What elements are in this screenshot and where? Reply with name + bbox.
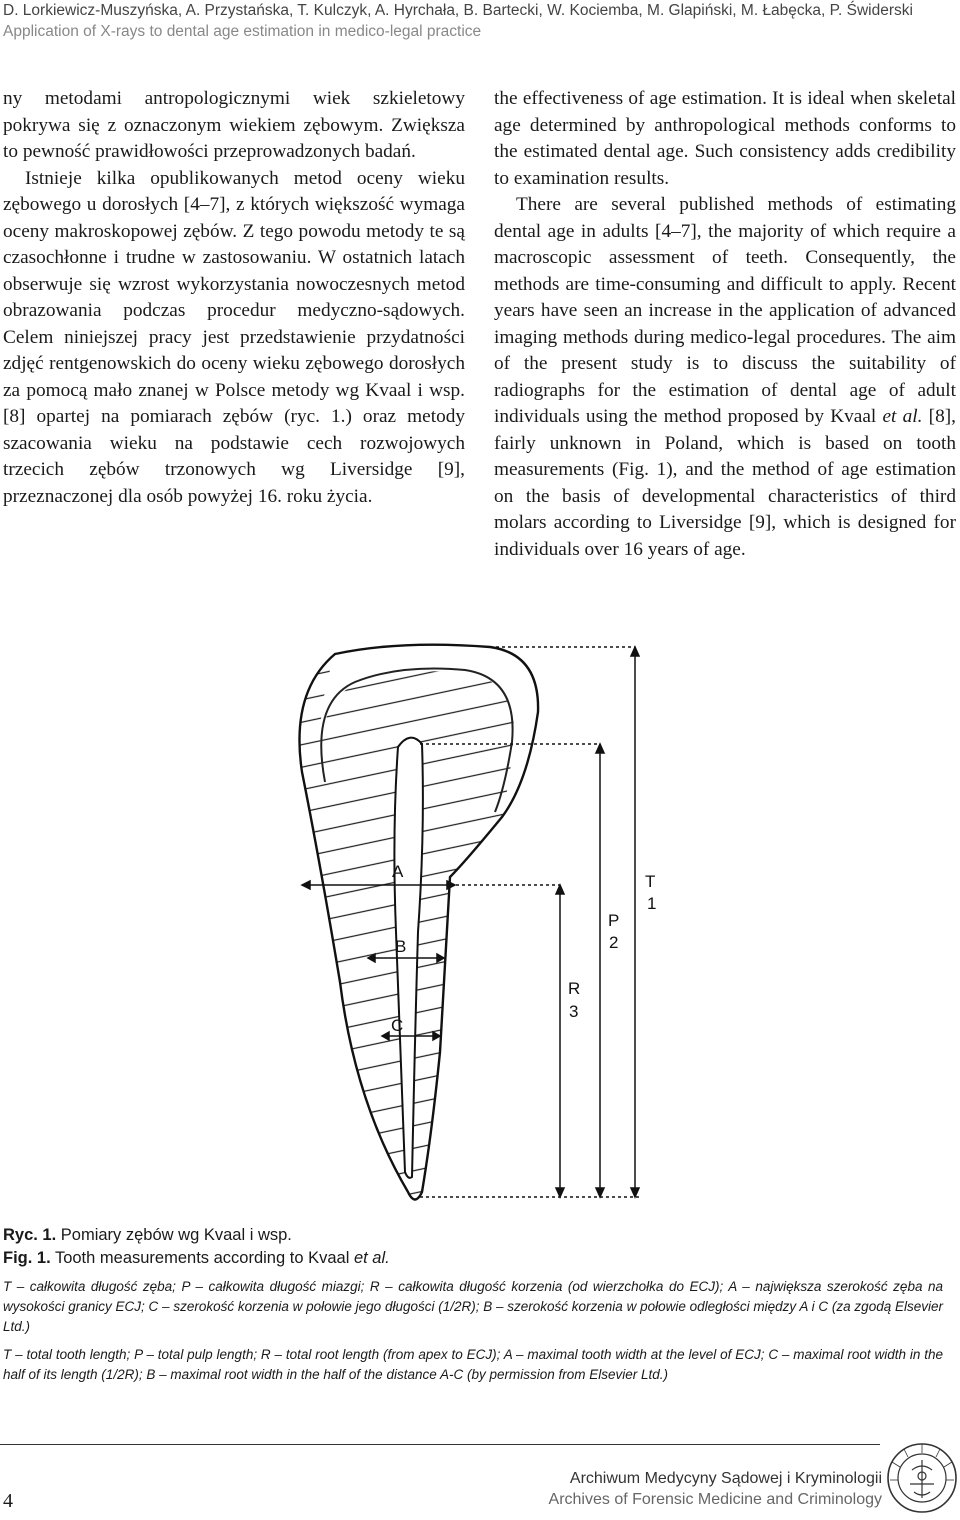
society-seal-logo: [886, 1440, 958, 1516]
caption-english-etal: et al.: [353, 1249, 390, 1267]
label-C: C: [391, 1016, 404, 1035]
footer-rule: [0, 1444, 880, 1445]
dentine-hatching: [250, 632, 710, 1207]
label-T: T: [645, 872, 656, 891]
header-title: Application of X-rays to dental age estimation in medico-legal practice: [3, 23, 482, 40]
right-paragraph-2-text-a: There are several published methods of estimating dental age in adults [4–7], the majority of which require a macroscopic assessment of teeth. Consequently, the methods are time-consuming and difficult to apply. Recent years have seen an increase in the application of advanced imaging methods during medico-legal procedures. The aim of the present study is to discuss the suitability of radiographs for the estimation of dental age of adult individuals using the method proposed by Kvaal: [494, 194, 956, 427]
legend-polish: T – całkowita długość zęba; P – całkowita długość miazgi; R – całkowita długość korzenia (od wierzchołka do ECJ); A – największa szerokość zęba na wysokości granicy ECJ; C – szerokość korzenia w połowie jego długości (1/2R); B – szerokość korzenia w połowie odległości między A i C (za zgodą Elsevier Ltd.): [3, 1279, 943, 1334]
caption-english-text: Tooth measurements according to Kvaal: [50, 1249, 354, 1267]
right-paragraph-1: the effectiveness of age estimation. It is ideal when skeletal age determined by anthropological methods conforms to the estimated dental age. Such consistency adds credibility to examination results.: [494, 88, 956, 189]
left-column-polish: [3, 86, 465, 510]
running-header: [3, 0, 953, 42]
figure-caption: [3, 1224, 953, 1270]
caption-english-prefix: Fig. 1.: [3, 1249, 51, 1267]
header-authors: D. Lorkiewicz-Muszyńska, A. Przystańska, T. Kulczyk, A. Hyrchała, B. Bartecki, W. Kociemba, M. Glapiński, M. Łabęcka, P. Świderski: [3, 2, 913, 19]
page-number: 4: [3, 1490, 13, 1512]
caption-polish-text: Pomiary zębów wg Kvaal i wsp.: [56, 1226, 292, 1244]
journal-name: [549, 1468, 882, 1510]
caption-polish-prefix: Ryc. 1.: [3, 1226, 57, 1244]
legend-english: T – total tooth length; P – total pulp length; R – total root length (from apex to ECJ); A – maximal tooth width at the level of ECJ; C – maximal root width in the half of its length (1/2R); B – maximal root width in the half of the distance A-C (by permission from Elsevier Ltd.): [3, 1347, 943, 1382]
caption-english: [3, 1247, 953, 1270]
caption-polish: [3, 1224, 953, 1247]
right-paragraph-2-text-b: [8], fairly unknown in Poland, which is based on tooth measurements (Fig. 1), and the method of age estimation on the basis of developmental characteristics of third molars according to Liversidge [9], which is designed for individuals over 16 years of age.: [494, 406, 956, 560]
tooth-measurement-figure: [250, 632, 710, 1207]
left-paragraph-2: Istnieje kilka opublikowanych metod oceny wieku zębowego u dorosłych [4–7], z których większość wymaga oceny makroskopowej zębów. Z tego powodu metody te są czasochłonne i trudne w zastosowaniu. W ostatnich latach obserwuje się wzrost wykorzystania nowoczesnych metod obrazowania podczas procedur medyczno-sądowych. Celem niniejszej pracy jest przedstawienie przydatności zdjęć rentgenowskich do oceny wieku zębowego dorosłych za pomocą mało znanej w Polsce metody wg Kvaal i wsp. [8] opartej na pomiarach zębów (ryc. 1.) oraz metody szacowania wieku na podstawie cech rozwojowych trzecich zębów trzonowych wg Liversidge [9], przeznaczonej dla osób powyżej 16. roku życia.: [3, 167, 465, 507]
left-paragraph-1: ny metodami antropologicznymi wiek szkieletowy pokrywa się z oznaczonym wiekiem zębowym. Zwiększa to pewność prawidłowości przeprowadzonych badań.: [3, 88, 465, 162]
label-R: R: [568, 979, 581, 998]
label-P-subscript: 2: [609, 933, 619, 952]
label-P: P: [608, 911, 620, 930]
right-paragraph-2: [494, 192, 956, 563]
journal-name-polish: Archiwum Medycyny Sądowej i Kryminologii: [569, 1470, 882, 1487]
label-R-subscript: 3: [569, 1002, 579, 1021]
right-column-english: [494, 86, 956, 563]
journal-name-english: Archives of Forensic Medicine and Criminology: [548, 1491, 882, 1508]
right-paragraph-2-etal: et al.: [882, 406, 923, 427]
label-A: A: [392, 862, 404, 881]
label-T-subscript: 1: [647, 894, 657, 913]
label-B: B: [395, 937, 407, 956]
